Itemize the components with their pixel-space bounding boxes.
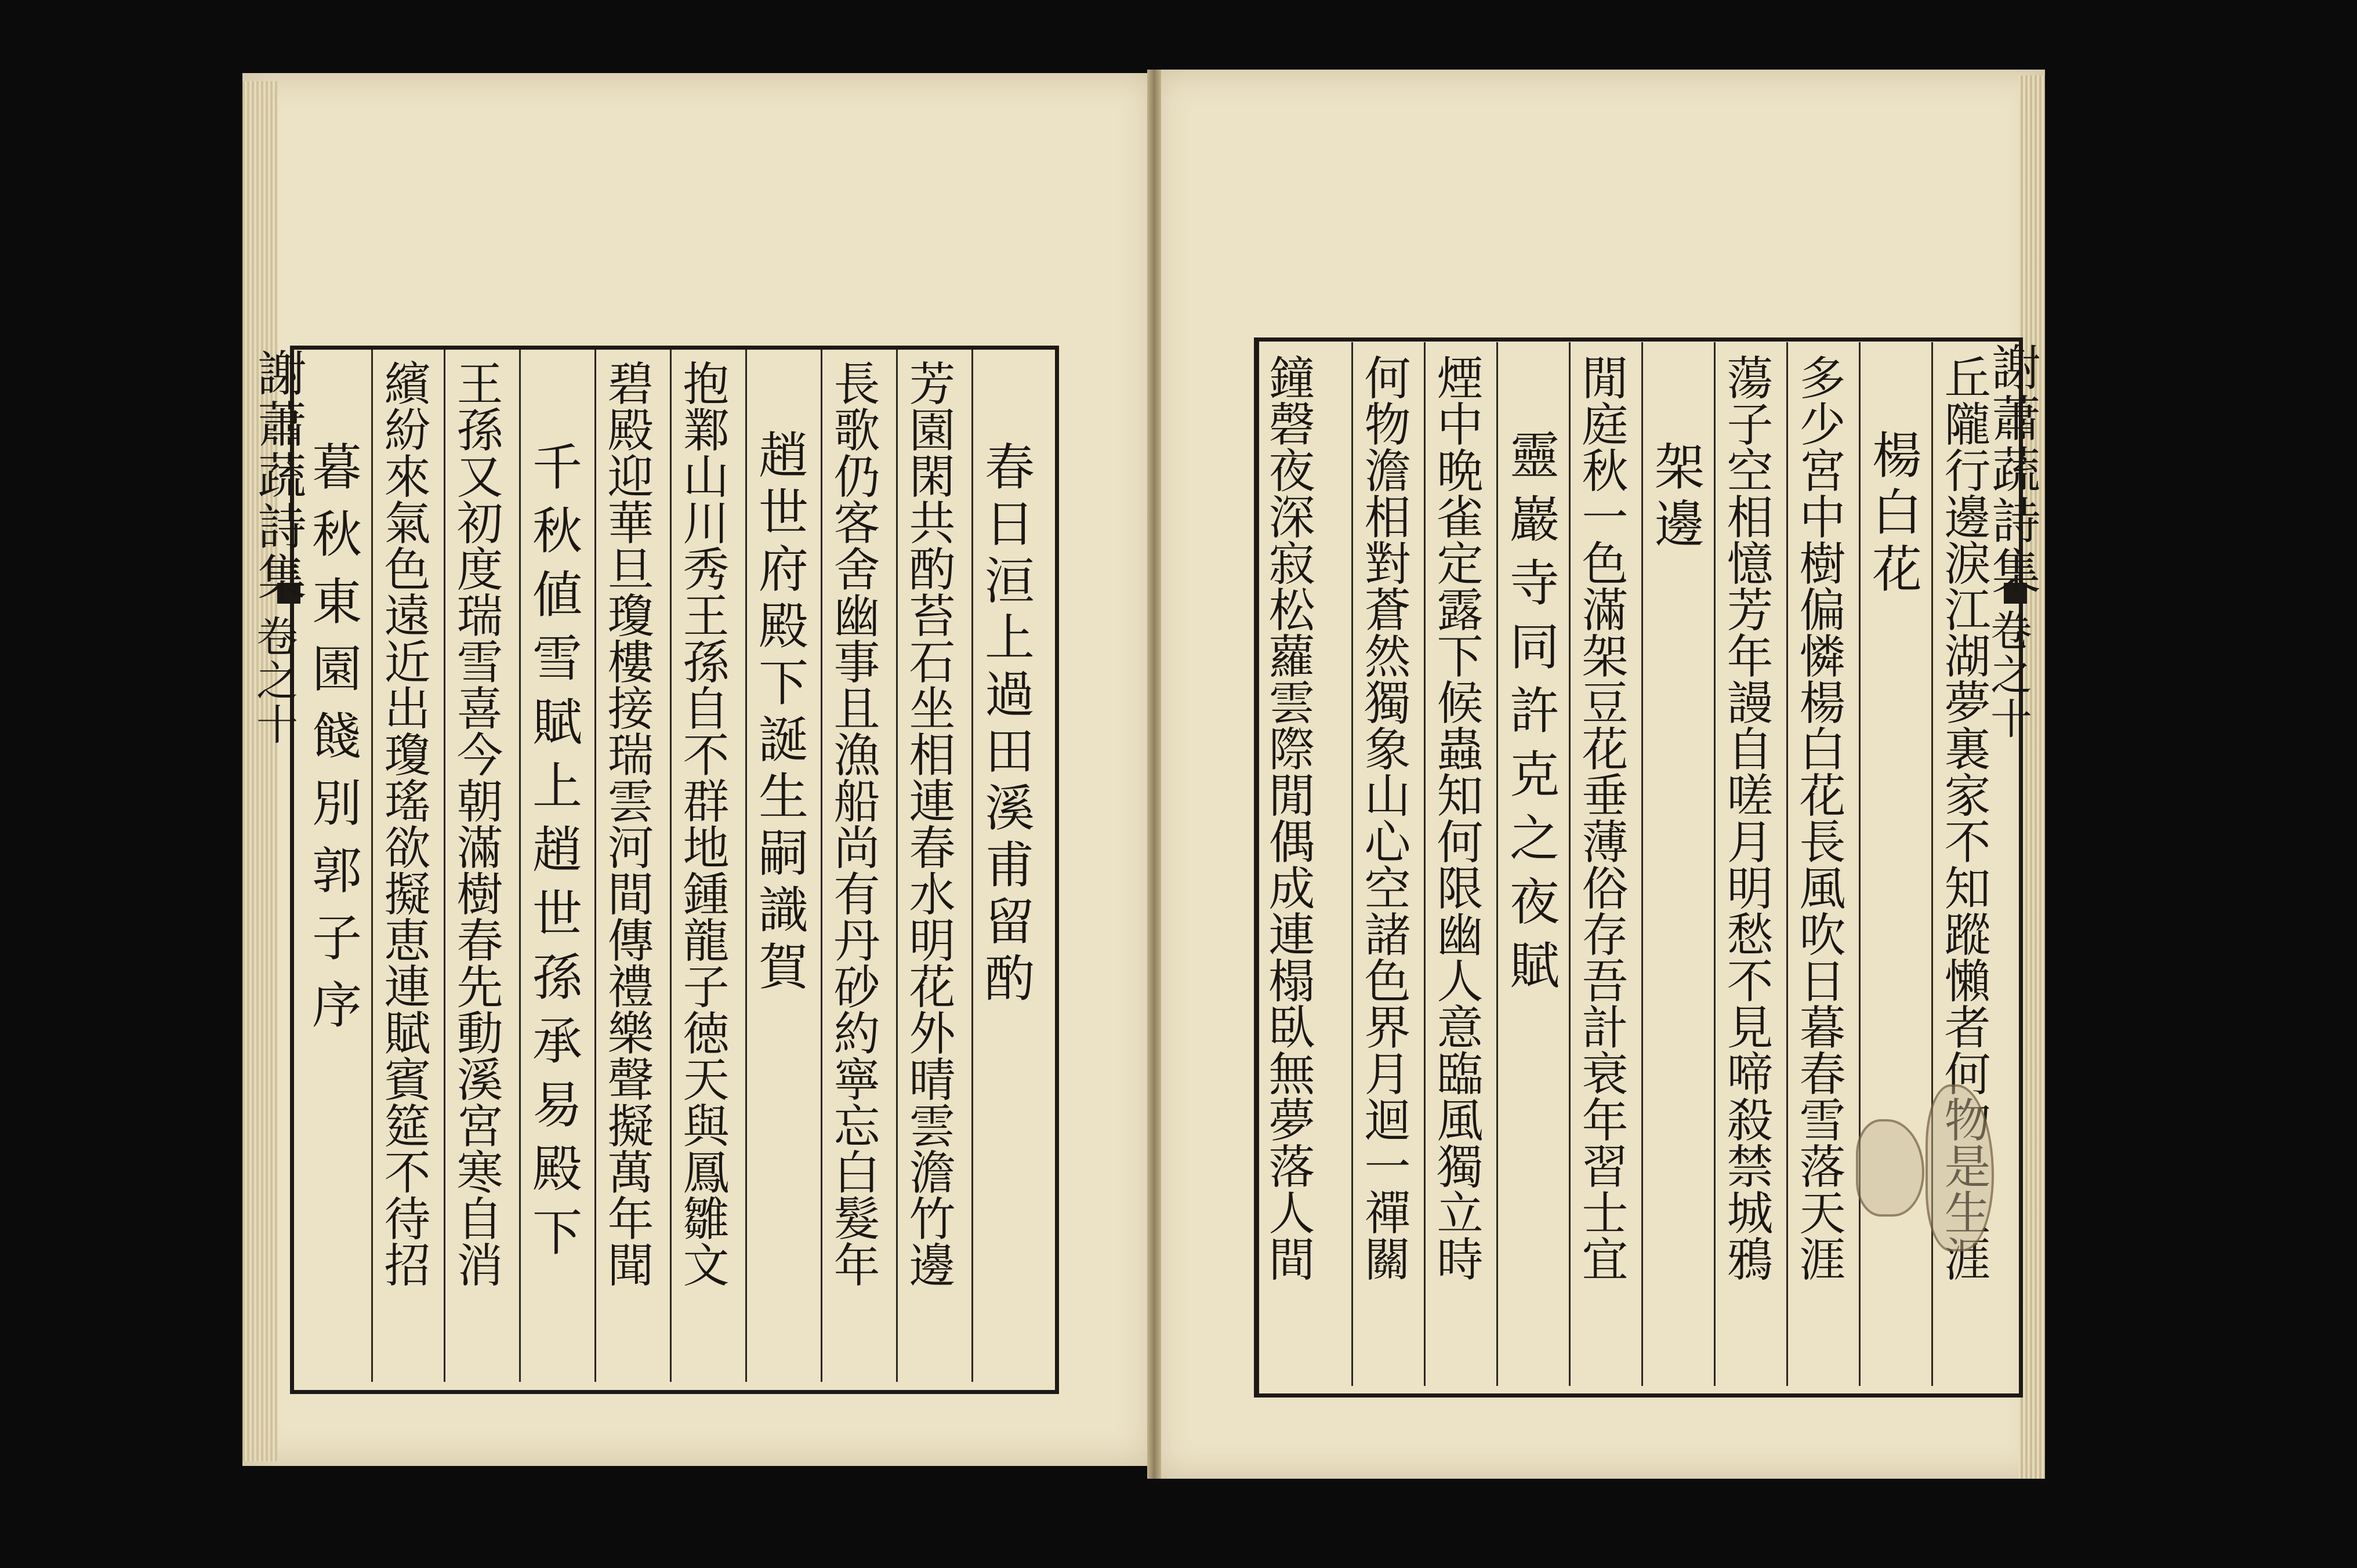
column-rule: [971, 350, 973, 1382]
column-rule: [1569, 342, 1571, 1386]
left-center-sub: 卷之十: [249, 615, 298, 747]
text-column-8: 煙中晩雀定露下候蟲知何限幽人意臨風獨立時: [1429, 354, 1483, 1282]
text-column-1: 春日洹上過田溪甫留酌: [976, 441, 1034, 1009]
text-column-4: 蕩子空相憶芳年謾自嗟月明愁不見啼殺禁城鴉: [1719, 354, 1773, 1282]
column-rule: [1859, 342, 1861, 1386]
text-column-1: 丘隴行邊淚江湖夢裏家不知蹤懶者何物是生涯: [1937, 354, 1990, 1282]
column-rule: [1351, 342, 1353, 1386]
column-rule: [1496, 342, 1498, 1386]
text-column-7: 靈巖寺同許克之夜賦: [1501, 429, 1559, 1003]
left-center-label: 謝蕭蔬詩集: [250, 348, 307, 603]
column-rule: [670, 350, 672, 1382]
book-gutter: [1147, 70, 1161, 1479]
text-column-5: 架邊: [1646, 441, 1704, 554]
text-column-3: 多少宮中樹偏憐楊白花長風吹日暮春雪落天涯: [1792, 354, 1845, 1282]
column-rule: [821, 350, 822, 1382]
column-rule: [1424, 342, 1426, 1386]
text-column-3: 長歌仍客舍幽事且漁船尚有丹砂約寧忘白髮年: [826, 360, 880, 1287]
text-column-8: 王孫又初度瑞雪喜今朝滿樹春先動溪宮寒自消: [449, 360, 503, 1287]
column-rule: [1641, 342, 1643, 1386]
left-page-edge: [242, 81, 277, 1461]
column-rule: [519, 350, 521, 1382]
column-rule: [594, 350, 596, 1382]
text-column-6: 碧殿迎華旦瓊樓接瑞雲河間傳禮樂聲擬萬年聞: [600, 360, 654, 1287]
text-column-9: 何物澹相對蒼然獨象山心空諸色界月迴一禪關: [1357, 354, 1410, 1282]
text-column-6: 閒庭秋一色滿架豆花垂薄俗存吾計衰年習士宜: [1574, 354, 1628, 1282]
text-column-4: 趙世府殿下誕生嗣識賀: [750, 429, 808, 997]
column-rule: [1786, 342, 1788, 1386]
column-rule: [1714, 342, 1716, 1386]
right-center-sub: 卷之十: [1983, 609, 2032, 741]
column-rule: [896, 350, 898, 1382]
column-rule: [371, 350, 373, 1382]
text-column-2: 芳園閑共酌苔石坐相連春水明花外晴雲澹竹邊: [901, 360, 955, 1287]
text-column-9: 繽紛來氣色遠近出瓊瑤欲擬恵連賦賓筵不待招: [376, 360, 430, 1287]
right-center-label: 謝蕭蔬詩集: [1984, 342, 2041, 597]
text-column-10: 暮秋東園餞別郭子序: [303, 441, 361, 1046]
text-column-7: 千秋値雪賦上趙世孫承易殿下: [524, 441, 582, 1270]
text-column-5: 抱鄴山川秀王孫自不群地鍾龍子徳天與鳳雛文: [675, 360, 729, 1287]
column-rule: [444, 350, 445, 1382]
text-column-10: 鐘磬夜深寂松蘿雲際閒偶成連榻臥無夢落人間: [1261, 354, 1315, 1282]
column-rule: [745, 350, 747, 1382]
text-column-2: 楊白花: [1863, 429, 1921, 600]
